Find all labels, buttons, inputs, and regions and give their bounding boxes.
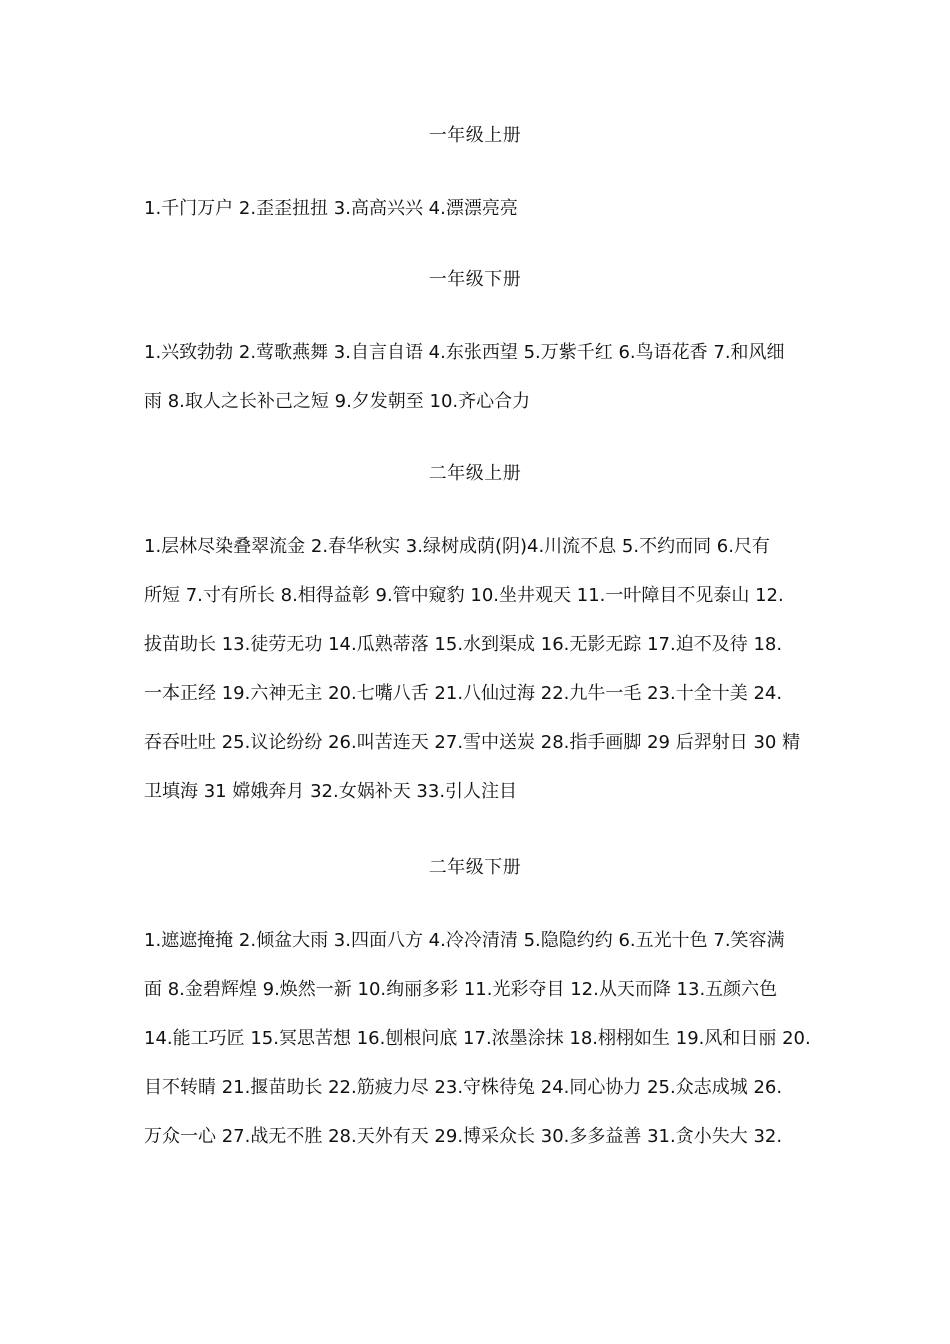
text-line: 所短 7.寸有所长 8.相得益彰 9.管中窥豹 10.坐井观天 11.一叶障目不见泰山 12.: [144, 585, 784, 606]
text-line: 吞吞吐吐 25.议论纷纷 26.叫苦连天 27.雪中送炭 28.指手画脚 29 后羿射日 30 精: [144, 732, 801, 753]
section-body-grade2-vol2: [144, 916, 816, 1161]
section-title-grade2-vol1: 二年级上册: [428, 463, 522, 484]
text-line: 一本正经 19.六神无主 20.七嘴八舌 21.八仙过海 22.九牛一毛 23.十全十美 24.: [144, 683, 783, 704]
text-line: 1.层林尽染叠翠流金 2.春华秋实 3.绿树成荫(阴)4.川流不息 5.不约而同 6.尺有: [144, 536, 770, 557]
text-line: 拔苗助长 13.徒劳无功 14.瓜熟蒂落 15.水到渠成 16.无影无踪 17.迫不及待 18.: [144, 634, 783, 655]
text-line: 1.千门万户 2.歪歪扭扭 3.高高兴兴 4.漂漂亮亮: [144, 198, 518, 219]
text-line: 14.能工巧匠 15.冥思苦想 16.刨根问底 17.浓墨涂抹 18.栩栩如生 19.风和日丽 20.: [144, 1028, 811, 1049]
section-body-grade1-vol2: [144, 328, 816, 426]
section-body-grade2-vol1: [144, 522, 816, 816]
text-line: 雨 8.取人之长补己之短 9.夕发朝至 10.齐心合力: [144, 391, 531, 412]
section-title-grade2-vol2: 二年级下册: [428, 857, 522, 878]
section-title-grade1-vol1: 一年级上册: [428, 125, 522, 146]
text-line: 万众一心 27.战无不胜 28.天外有天 29.博采众长 30.多多益善 31.贪小失大 32.: [144, 1126, 783, 1147]
section-body-grade1-vol1: [144, 184, 816, 233]
text-line: 目不转睛 21.揠苗助长 22.筋疲力尽 23.守株待兔 24.同心协力 25.众志成城 26.: [144, 1077, 783, 1098]
text-line: 1.遮遮掩掩 2.倾盆大雨 3.四面八方 4.冷冷清清 5.隐隐约约 6.五光十色 7.笑容满: [144, 930, 785, 951]
text-line: 卫填海 31 嫦娥奔月 32.女娲补天 33.引人注目: [144, 781, 518, 802]
section-title-grade1-vol2: 一年级下册: [428, 269, 522, 290]
text-line: 面 8.金碧辉煌 9.焕然一新 10.绚丽多彩 11.光彩夺目 12.从天而降 13.五颜六色: [144, 979, 778, 1000]
text-line: 1.兴致勃勃 2.莺歌燕舞 3.自言自语 4.东张西望 5.万紫千红 6.鸟语花香 7.和风细: [144, 342, 785, 363]
